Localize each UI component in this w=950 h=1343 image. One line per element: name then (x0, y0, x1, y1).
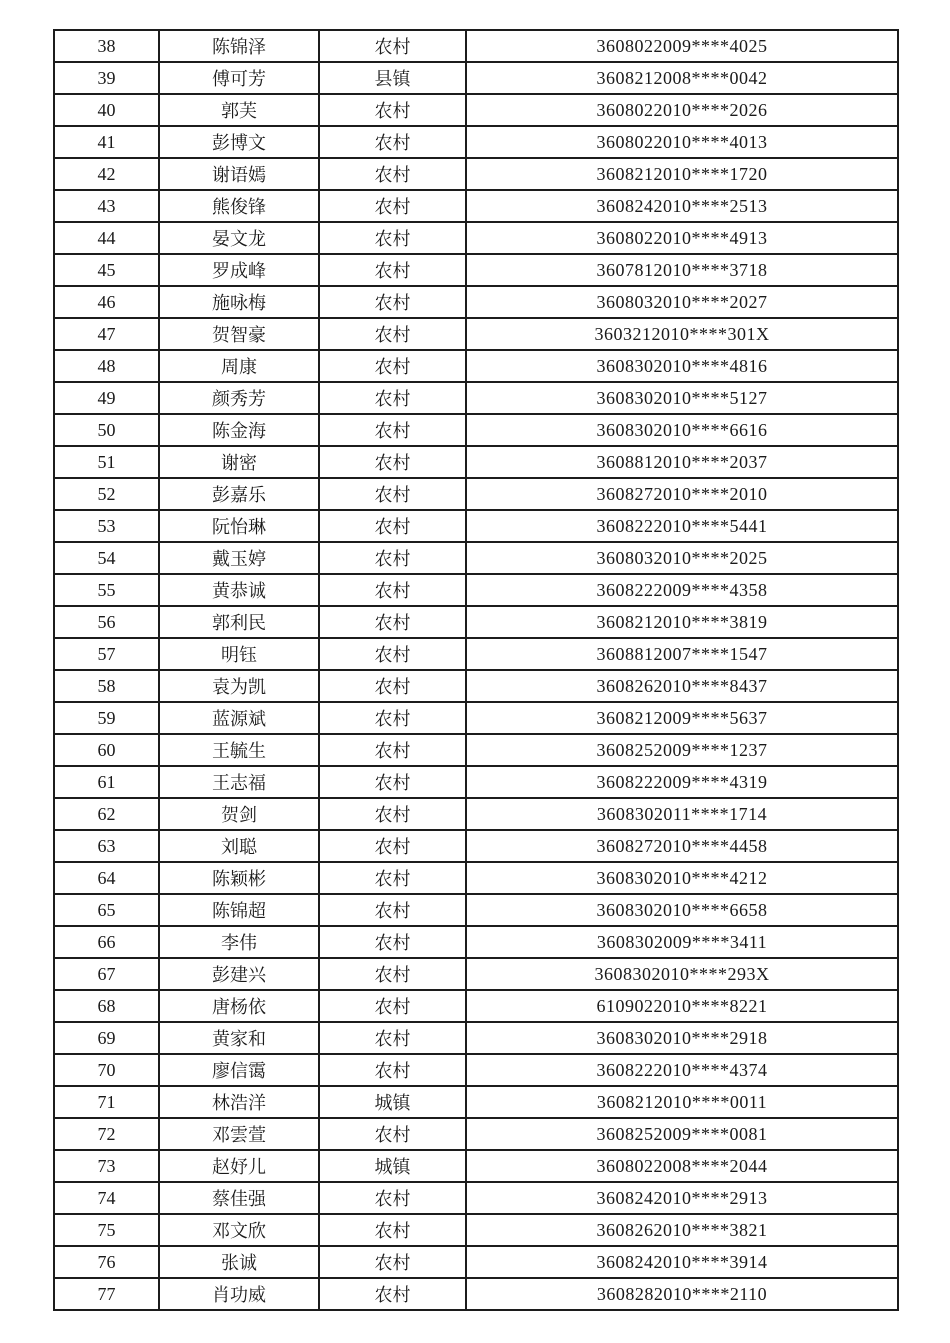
cell-name: 彭建兴 (159, 958, 319, 990)
table-row (54, 1150, 898, 1182)
cell-residence-type: 农村 (319, 94, 466, 126)
cell-name: 林浩洋 (159, 1086, 319, 1118)
cell-residence-type: 城镇 (319, 1086, 466, 1118)
cell-residence-type: 农村 (319, 478, 466, 510)
table-row (54, 382, 898, 414)
cell-index: 61 (54, 766, 159, 798)
cell-index: 45 (54, 254, 159, 286)
cell-id-number: 3608022009****4025 (466, 30, 898, 62)
cell-index: 62 (54, 798, 159, 830)
cell-index: 59 (54, 702, 159, 734)
cell-index: 41 (54, 126, 159, 158)
cell-residence-type: 农村 (319, 958, 466, 990)
table-row (54, 446, 898, 478)
cell-residence-type: 农村 (319, 670, 466, 702)
cell-residence-type: 农村 (319, 862, 466, 894)
cell-id-number: 3608212010****3819 (466, 606, 898, 638)
cell-name: 陈金海 (159, 414, 319, 446)
cell-residence-type: 农村 (319, 254, 466, 286)
table-row (54, 1086, 898, 1118)
cell-index: 68 (54, 990, 159, 1022)
cell-residence-type: 农村 (319, 414, 466, 446)
table-row (54, 702, 898, 734)
cell-residence-type: 农村 (319, 638, 466, 670)
cell-name: 阮怡琳 (159, 510, 319, 542)
roster-table-body (54, 30, 898, 1310)
cell-id-number: 3608212009****5637 (466, 702, 898, 734)
cell-id-number: 3608022010****2026 (466, 94, 898, 126)
cell-residence-type: 农村 (319, 798, 466, 830)
cell-id-number: 3608252009****1237 (466, 734, 898, 766)
table-row (54, 254, 898, 286)
cell-index: 57 (54, 638, 159, 670)
table-row (54, 190, 898, 222)
cell-residence-type: 农村 (319, 318, 466, 350)
cell-index: 54 (54, 542, 159, 574)
table-row (54, 958, 898, 990)
cell-index: 66 (54, 926, 159, 958)
cell-name: 蓝源斌 (159, 702, 319, 734)
cell-name: 戴玉婷 (159, 542, 319, 574)
cell-id-number: 3608302010****4212 (466, 862, 898, 894)
cell-index: 51 (54, 446, 159, 478)
cell-id-number: 3608812007****1547 (466, 638, 898, 670)
cell-name: 陈锦泽 (159, 30, 319, 62)
table-row (54, 606, 898, 638)
cell-id-number: 3608022010****4913 (466, 222, 898, 254)
cell-name: 明钰 (159, 638, 319, 670)
cell-residence-type: 城镇 (319, 1150, 466, 1182)
cell-index: 49 (54, 382, 159, 414)
cell-id-number: 3608302009****3411 (466, 926, 898, 958)
cell-id-number: 3608212010****1720 (466, 158, 898, 190)
cell-residence-type: 农村 (319, 190, 466, 222)
cell-name: 施咏梅 (159, 286, 319, 318)
table-row (54, 1246, 898, 1278)
cell-index: 50 (54, 414, 159, 446)
table-row (54, 1054, 898, 1086)
table-row (54, 574, 898, 606)
cell-name: 刘聪 (159, 830, 319, 862)
cell-name: 彭嘉乐 (159, 478, 319, 510)
cell-residence-type: 农村 (319, 990, 466, 1022)
table-row (54, 670, 898, 702)
table-row (54, 414, 898, 446)
cell-id-number: 3608302011****1714 (466, 798, 898, 830)
cell-id-number: 3607812010****3718 (466, 254, 898, 286)
cell-id-number: 3608222009****4319 (466, 766, 898, 798)
cell-name: 谢密 (159, 446, 319, 478)
cell-name: 李伟 (159, 926, 319, 958)
cell-index: 67 (54, 958, 159, 990)
cell-residence-type: 农村 (319, 510, 466, 542)
cell-index: 46 (54, 286, 159, 318)
table-row (54, 318, 898, 350)
table-row (54, 990, 898, 1022)
cell-id-number: 3608242010****2913 (466, 1182, 898, 1214)
cell-index: 40 (54, 94, 159, 126)
cell-residence-type: 农村 (319, 542, 466, 574)
cell-index: 42 (54, 158, 159, 190)
cell-name: 陈锦超 (159, 894, 319, 926)
cell-id-number: 3608212008****0042 (466, 62, 898, 94)
cell-index: 77 (54, 1278, 159, 1310)
cell-residence-type: 县镇 (319, 62, 466, 94)
cell-residence-type: 农村 (319, 894, 466, 926)
cell-name: 晏文龙 (159, 222, 319, 254)
cell-id-number: 3608222010****4374 (466, 1054, 898, 1086)
cell-residence-type: 农村 (319, 702, 466, 734)
cell-name: 肖功威 (159, 1278, 319, 1310)
cell-residence-type: 农村 (319, 30, 466, 62)
cell-id-number: 3608222010****5441 (466, 510, 898, 542)
table-row (54, 94, 898, 126)
cell-id-number: 3608032010****2025 (466, 542, 898, 574)
student-roster-table (53, 29, 899, 1311)
cell-name: 郭利民 (159, 606, 319, 638)
cell-id-number: 3603212010****301X (466, 318, 898, 350)
cell-residence-type: 农村 (319, 1054, 466, 1086)
cell-residence-type: 农村 (319, 1182, 466, 1214)
cell-name: 赵妤儿 (159, 1150, 319, 1182)
cell-residence-type: 农村 (319, 350, 466, 382)
table-row (54, 766, 898, 798)
table-row (54, 1022, 898, 1054)
cell-index: 48 (54, 350, 159, 382)
table-row (54, 926, 898, 958)
cell-name: 彭博文 (159, 126, 319, 158)
cell-residence-type: 农村 (319, 766, 466, 798)
cell-index: 44 (54, 222, 159, 254)
table-row (54, 30, 898, 62)
cell-index: 76 (54, 1246, 159, 1278)
cell-index: 53 (54, 510, 159, 542)
cell-index: 63 (54, 830, 159, 862)
cell-residence-type: 农村 (319, 446, 466, 478)
cell-name: 王毓生 (159, 734, 319, 766)
table-row (54, 478, 898, 510)
cell-id-number: 3608812010****2037 (466, 446, 898, 478)
cell-name: 罗成峰 (159, 254, 319, 286)
cell-index: 47 (54, 318, 159, 350)
table-row (54, 286, 898, 318)
cell-index: 64 (54, 862, 159, 894)
cell-id-number: 3608262010****8437 (466, 670, 898, 702)
cell-id-number: 3608242010****3914 (466, 1246, 898, 1278)
cell-name: 周康 (159, 350, 319, 382)
cell-name: 廖信霭 (159, 1054, 319, 1086)
cell-residence-type: 农村 (319, 222, 466, 254)
cell-residence-type: 农村 (319, 1214, 466, 1246)
cell-id-number: 3608302010****4816 (466, 350, 898, 382)
cell-name: 颜秀芳 (159, 382, 319, 414)
table-row (54, 862, 898, 894)
cell-residence-type: 农村 (319, 158, 466, 190)
cell-id-number: 6109022010****8221 (466, 990, 898, 1022)
cell-index: 73 (54, 1150, 159, 1182)
cell-index: 65 (54, 894, 159, 926)
cell-id-number: 3608272010****4458 (466, 830, 898, 862)
cell-id-number: 3608302010****293X (466, 958, 898, 990)
cell-residence-type: 农村 (319, 1118, 466, 1150)
cell-residence-type: 农村 (319, 830, 466, 862)
table-row (54, 894, 898, 926)
cell-id-number: 3608282010****2110 (466, 1278, 898, 1310)
cell-index: 74 (54, 1182, 159, 1214)
cell-id-number: 3608242010****2513 (466, 190, 898, 222)
cell-index: 56 (54, 606, 159, 638)
table-row (54, 734, 898, 766)
cell-name: 郭芙 (159, 94, 319, 126)
cell-name: 黄恭诚 (159, 574, 319, 606)
cell-index: 70 (54, 1054, 159, 1086)
cell-residence-type: 农村 (319, 926, 466, 958)
cell-index: 60 (54, 734, 159, 766)
cell-residence-type: 农村 (319, 126, 466, 158)
cell-name: 张诚 (159, 1246, 319, 1278)
table-row (54, 222, 898, 254)
cell-name: 唐杨依 (159, 990, 319, 1022)
cell-name: 蔡佳强 (159, 1182, 319, 1214)
cell-index: 43 (54, 190, 159, 222)
table-row (54, 62, 898, 94)
cell-name: 贺剑 (159, 798, 319, 830)
table-row (54, 350, 898, 382)
cell-index: 55 (54, 574, 159, 606)
cell-name: 贺智豪 (159, 318, 319, 350)
table-row (54, 1214, 898, 1246)
cell-residence-type: 农村 (319, 606, 466, 638)
cell-residence-type: 农村 (319, 382, 466, 414)
table-row (54, 1278, 898, 1310)
cell-index: 72 (54, 1118, 159, 1150)
table-row (54, 830, 898, 862)
cell-residence-type: 农村 (319, 1278, 466, 1310)
cell-residence-type: 农村 (319, 1246, 466, 1278)
cell-name: 邓文欣 (159, 1214, 319, 1246)
cell-id-number: 3608022010****4013 (466, 126, 898, 158)
cell-index: 71 (54, 1086, 159, 1118)
table-row (54, 1118, 898, 1150)
cell-name: 傅可芳 (159, 62, 319, 94)
cell-name: 王志福 (159, 766, 319, 798)
cell-id-number: 3608302010****2918 (466, 1022, 898, 1054)
cell-name: 谢语嫣 (159, 158, 319, 190)
cell-index: 58 (54, 670, 159, 702)
cell-name: 邓雲萱 (159, 1118, 319, 1150)
cell-id-number: 3608302010****6658 (466, 894, 898, 926)
table-row (54, 542, 898, 574)
cell-id-number: 3608022008****2044 (466, 1150, 898, 1182)
cell-name: 黄家和 (159, 1022, 319, 1054)
cell-residence-type: 农村 (319, 286, 466, 318)
cell-index: 69 (54, 1022, 159, 1054)
cell-id-number: 3608302010****6616 (466, 414, 898, 446)
table-row (54, 638, 898, 670)
cell-residence-type: 农村 (319, 1022, 466, 1054)
table-row (54, 126, 898, 158)
cell-residence-type: 农村 (319, 574, 466, 606)
cell-id-number: 3608252009****0081 (466, 1118, 898, 1150)
cell-id-number: 3608302010****5127 (466, 382, 898, 414)
table-row (54, 798, 898, 830)
cell-name: 陈颖彬 (159, 862, 319, 894)
cell-index: 52 (54, 478, 159, 510)
cell-id-number: 3608212010****0011 (466, 1086, 898, 1118)
table-row (54, 158, 898, 190)
cell-index: 39 (54, 62, 159, 94)
cell-id-number: 3608032010****2027 (466, 286, 898, 318)
cell-index: 75 (54, 1214, 159, 1246)
cell-id-number: 3608272010****2010 (466, 478, 898, 510)
table-row (54, 1182, 898, 1214)
cell-id-number: 3608222009****4358 (466, 574, 898, 606)
cell-residence-type: 农村 (319, 734, 466, 766)
cell-name: 袁为凯 (159, 670, 319, 702)
cell-name: 熊俊锋 (159, 190, 319, 222)
cell-id-number: 3608262010****3821 (466, 1214, 898, 1246)
cell-index: 38 (54, 30, 159, 62)
table-row (54, 510, 898, 542)
